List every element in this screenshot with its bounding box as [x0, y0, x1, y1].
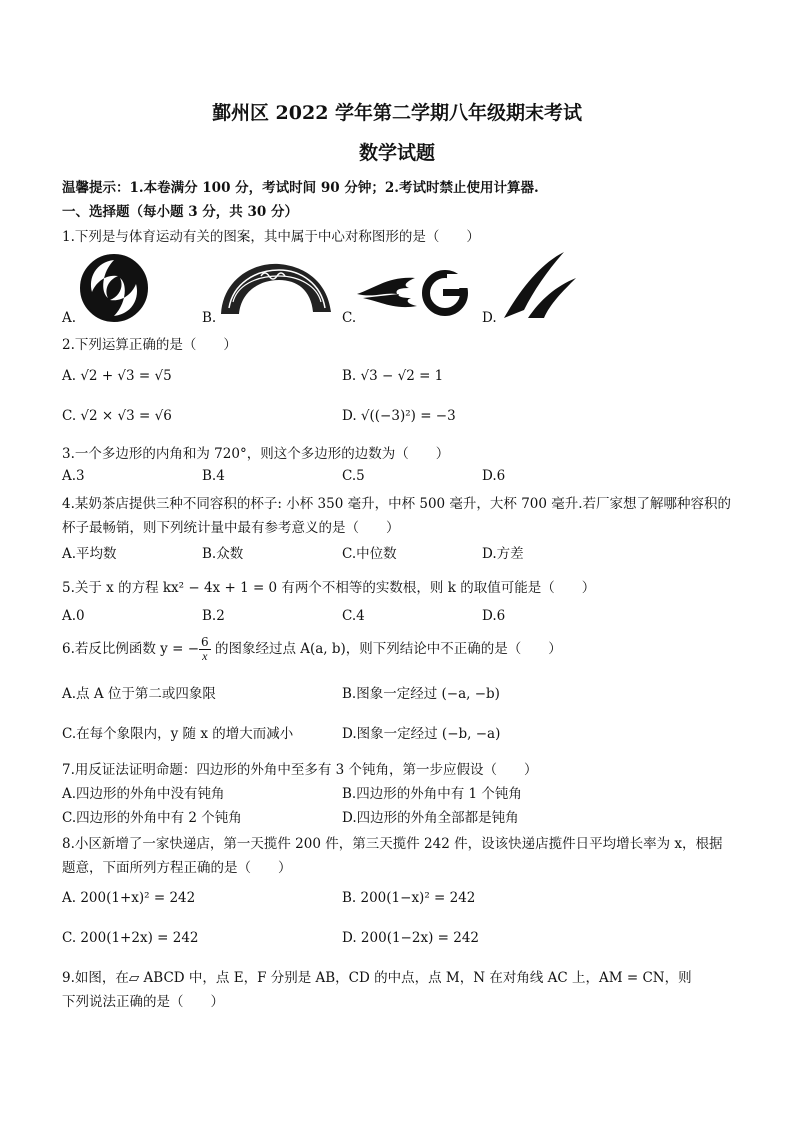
exam-title: 鄞州区 2022 学年第二学期八年级期末考试 — [211, 102, 583, 124]
figure-b-arch-emblem — [215, 258, 335, 318]
question-2-option-d: D. √((−3)²) = −3 — [342, 408, 456, 424]
question-2-stem: 2.下列运算正确的是（ ） — [62, 337, 237, 353]
question-7-option-b: B.四边形的外角中有 1 个钝角 — [342, 786, 522, 802]
figure-a-circle-logo — [78, 252, 150, 324]
question-7-stem: 7.用反证法证明命题：四边形的外角中至多有 3 个钝角，第一步应假设（ ） — [62, 762, 538, 778]
question-9-stem-line-1: 9.如图，在▱ ABCD 中，点 E，F 分别是 AB，CD 的中点，点 M，N 在对角线 AC 上，AM = CN，则 — [62, 970, 692, 986]
question-5-option-b: B.2 — [202, 608, 225, 624]
question-7-option-d: D.四边形的外角全部都是钝角 — [342, 810, 519, 826]
exam-subtitle: 数学试题 — [358, 142, 435, 164]
question-9-stem-line-2: 下列说法正确的是（ ） — [62, 994, 224, 1010]
figure-d-label: D. — [482, 310, 497, 326]
figure-a-label: A. — [62, 310, 77, 326]
question-4-option-c: C.中位数 — [342, 546, 397, 562]
question-3-option-c: C.5 — [342, 468, 365, 484]
question-1-stem: 1.下列是与体育运动有关的图案，其中属于中心对称图形的是（ ） — [62, 229, 480, 245]
figure-c-label: C. — [342, 310, 357, 326]
question-8-option-a: A. 200(1+x)² = 242 — [62, 890, 196, 906]
figure-c-flame-g-logo — [355, 268, 475, 318]
question-2-option-c: C. √2 × √3 = √6 — [62, 408, 172, 424]
question-2-option-b: B. √3 − √2 = 1 — [342, 368, 444, 384]
fraction-numerator: 6 — [201, 635, 209, 649]
question-8-option-c: C. 200(1+2x) = 242 — [62, 930, 199, 946]
question-3-option-a: A.3 — [62, 468, 85, 484]
question-5-option-a: A.0 — [62, 608, 85, 624]
question-3-option-b: B.4 — [202, 468, 225, 484]
question-6-stem — [62, 636, 562, 663]
question-4-option-d: D.方差 — [482, 546, 524, 562]
question-8-option-d: D. 200(1−2x) = 242 — [342, 930, 479, 946]
fraction-denominator: x — [202, 649, 208, 663]
question-6-stem-suffix: 的图象经过点 A(a, b)，则下列结论中不正确的是（ ） — [210, 641, 562, 657]
question-6-option-d: D.图象一定经过 (−b, −a) — [342, 726, 501, 742]
question-4-stem-line-2: 杯子最畅销，则下列统计量中最有参考意义的是（ ） — [62, 520, 400, 536]
question-6-fraction — [199, 636, 211, 663]
question-4-option-b: B.众数 — [202, 546, 244, 562]
question-7-option-c: C.四边形的外角中有 2 个钝角 — [62, 810, 242, 826]
question-8-option-b: B. 200(1−x)² = 242 — [342, 890, 476, 906]
question-6-option-c: C.在每个象限内，y 随 x 的增大而减小 — [62, 726, 294, 742]
figure-d-swoosh-logo — [500, 250, 580, 322]
question-5-stem: 5.关于 x 的方程 kx² − 4x + 1 = 0 有两个不相等的实数根，则 k 的取值可能是（ ） — [62, 580, 596, 596]
question-2-option-a: A. √2 + √3 = √5 — [62, 368, 172, 384]
question-8-stem-line-2: 题意，下面所列方程正确的是（ ） — [62, 860, 292, 876]
question-7-option-a: A.四边形的外角中没有钝角 — [62, 786, 225, 802]
question-5-option-c: C.4 — [342, 608, 365, 624]
question-6-option-a: A.点 A 位于第二或四象限 — [62, 686, 216, 702]
question-6-stem-prefix: 6.若反比例函数 y = − — [62, 641, 200, 657]
figure-b-label: B. — [202, 310, 217, 326]
question-8-stem-line-1: 8.小区新增了一家快递店，第一天揽件 200 件，第三天揽件 242 件，设该快递店揽件日平均增长率为 x，根据 — [62, 836, 723, 852]
question-5-option-d: D.6 — [482, 608, 506, 624]
question-6-option-b: B.图象一定经过 (−a, −b) — [342, 686, 500, 702]
question-3-stem: 3.一个多边形的内角和为 720°，则这个多边形的边数为（ ） — [62, 446, 450, 462]
section-heading: 一、选择题（每小题 3 分，共 30 分） — [62, 204, 298, 220]
notice-text: 温馨提示：1.本卷满分 100 分，考试时间 90 分钟；2.考试时禁止使用计算器. — [62, 180, 539, 196]
question-4-stem-line-1: 4.某奶茶店提供三种不同容积的杯子: 小杯 350 毫升，中杯 500 毫升，大杯 700 毫升.若厂家想了解哪种容积的 — [62, 496, 732, 512]
question-4-option-a: A.平均数 — [62, 546, 117, 562]
question-3-option-d: D.6 — [482, 468, 506, 484]
